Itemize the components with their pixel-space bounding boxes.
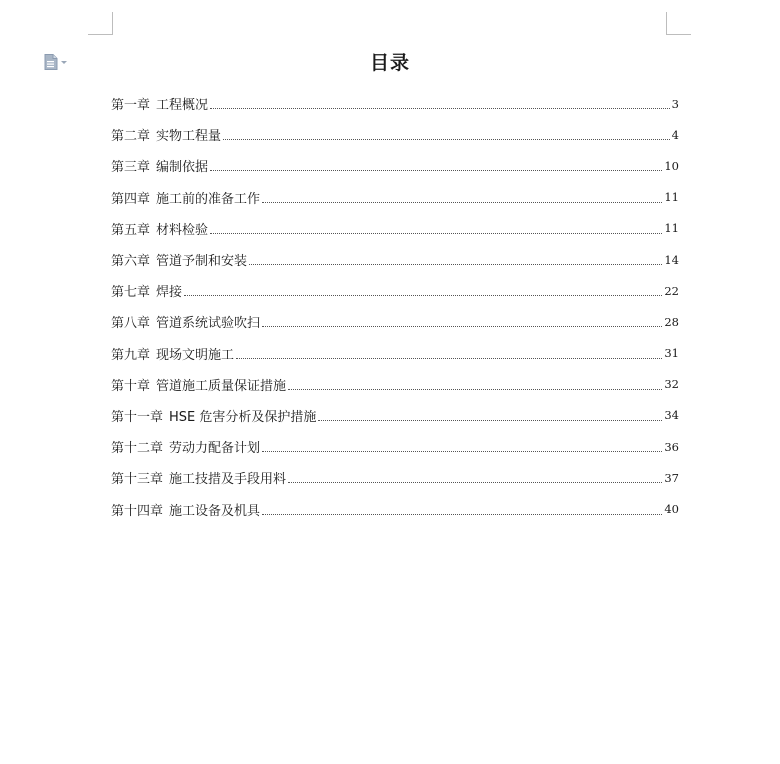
table-of-contents	[111, 88, 679, 525]
toc-entry[interactable]	[111, 182, 679, 213]
toc-entry[interactable]	[111, 213, 679, 244]
toc-dot-leader	[262, 451, 662, 452]
toc-dot-leader	[318, 420, 662, 421]
toc-chapter-number: 第八章	[111, 316, 151, 332]
toc-entry[interactable]	[111, 431, 679, 462]
toc-chapter-number: 第十一章	[111, 409, 164, 425]
toc-page-number: 4	[671, 127, 679, 142]
toc-chapter-number: 第三章	[111, 160, 151, 176]
toc-chapter-number: 第十四章	[111, 503, 164, 519]
toc-entry[interactable]	[111, 462, 679, 493]
page-title: 目录	[369, 52, 410, 74]
toc-page-number: 36	[664, 439, 679, 454]
crop-mark-top-left	[88, 12, 113, 35]
toc-chapter-number: 第十章	[111, 378, 151, 394]
toc-entry[interactable]	[111, 338, 679, 369]
toc-entry[interactable]	[111, 275, 679, 306]
toc-page-number: 22	[664, 283, 679, 298]
toc-chapter-title: 工程概况	[156, 98, 209, 114]
toc-chapter-title: 施工前的准备工作	[156, 191, 261, 207]
toc-entry[interactable]	[111, 244, 679, 275]
toc-page-number: 28	[664, 314, 679, 329]
toc-chapter-title: 材料检验	[156, 222, 209, 238]
toc-chapter-title: HSE 危害分析及保护措施	[169, 409, 317, 425]
toc-chapter-title: 劳动力配备计划	[169, 441, 261, 457]
toc-page-number: 32	[664, 377, 679, 392]
toc-chapter-title: 现场文明施工	[156, 347, 235, 363]
toc-page-number: 10	[664, 158, 679, 173]
toc-dot-leader	[288, 389, 662, 390]
toc-dot-leader	[249, 264, 662, 265]
toc-dot-leader	[236, 358, 662, 359]
toc-page-number: 31	[664, 346, 679, 361]
toc-chapter-title: 施工技措及手段用料	[169, 472, 287, 488]
toc-page-number: 14	[664, 252, 679, 267]
toc-entry[interactable]	[111, 369, 679, 400]
toc-chapter-title: 编制依据	[156, 160, 209, 176]
toc-page-number: 11	[664, 190, 679, 205]
toc-page-number: 11	[664, 221, 679, 236]
toc-dot-leader	[262, 514, 662, 515]
toc-dot-leader	[210, 233, 662, 234]
toc-chapter-title: 管道系统试验吹扫	[156, 316, 261, 332]
toc-dot-leader	[262, 202, 662, 203]
toc-chapter-number: 第六章	[111, 254, 151, 270]
toc-chapter-title: 施工设备及机具	[169, 503, 261, 519]
toc-dot-leader	[210, 170, 662, 171]
toc-chapter-number: 第七章	[111, 285, 151, 301]
toc-chapter-number: 第十二章	[111, 441, 164, 457]
toc-chapter-number: 第五章	[111, 222, 151, 238]
crop-mark-top-right	[666, 12, 691, 35]
toc-entry[interactable]	[111, 88, 679, 119]
toc-dot-leader	[210, 108, 670, 109]
toc-chapter-title: 管道予制和安装	[156, 254, 248, 270]
toc-chapter-number: 第九章	[111, 347, 151, 363]
toc-dot-leader	[223, 139, 670, 140]
toc-dot-leader	[288, 482, 662, 483]
toc-page-number: 40	[664, 502, 679, 517]
toc-entry[interactable]	[111, 306, 679, 337]
toc-page-number: 37	[664, 470, 679, 485]
toc-chapter-number: 第二章	[111, 129, 151, 145]
toc-chapter-title: 焊接	[156, 285, 183, 301]
toc-page-number: 3	[671, 96, 679, 111]
toc-entry[interactable]	[111, 400, 679, 431]
toc-entry[interactable]	[111, 150, 679, 181]
toc-chapter-number: 第十三章	[111, 472, 164, 488]
toc-chapter-number: 第一章	[111, 98, 151, 114]
toc-chapter-number: 第四章	[111, 191, 151, 207]
toc-chapter-title: 管道施工质量保证措施	[156, 378, 287, 394]
toc-entry[interactable]	[111, 119, 679, 150]
toc-entry[interactable]	[111, 493, 679, 524]
toc-chapter-title: 实物工程量	[156, 129, 222, 145]
toc-dot-leader	[262, 326, 662, 327]
toc-dot-leader	[184, 295, 662, 296]
toc-page-number: 34	[664, 408, 679, 423]
